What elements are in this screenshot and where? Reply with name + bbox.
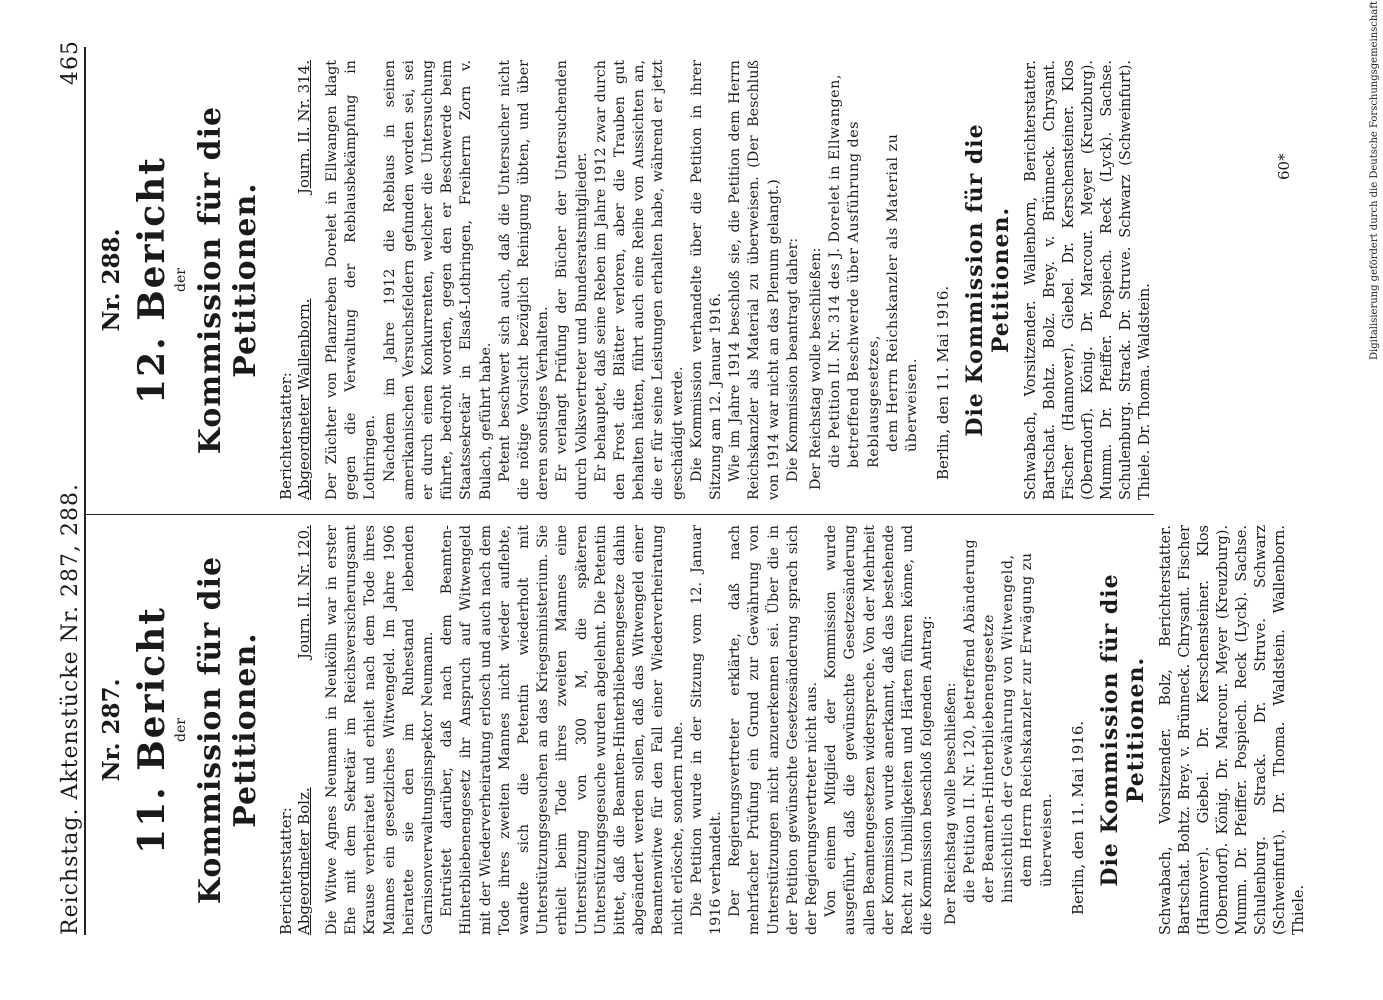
column-divider [84,514,1154,515]
body-paragraph: Die Kommission beantragt daher: [784,237,801,482]
signers-list: Schwabach, Vorsitzender. Bolz, Berichterstatter. Bartschat. Bohtz. Brey. v. Brünneck. Chrysant. Fischer (Hannover). Giebel. Dr. Kerschensteiner. Klos (Oberndorf). König. Dr. Marcour. Meyer (Kreuzburg). Mumm. Dr. Pfeiffer. Pospiech. Reck (Lyck). Sachse. Schulenburg. Strack. Dr. Struve. Schwarz (Schweinfurt). Dr. Thoma. Waldstein. Wallenborn. Thiele. [1157,525,1307,935]
page-number: 465 [58,40,83,85]
report-number: Nr. 288. [98,228,125,332]
body-paragraph: Petent beschwert sich auch, daß die Untersucher nicht die nötige Vorsicht bezüglich Reinigung übten, und über deren sonstiges Verhalten. [496,60,552,500]
body-paragraph: Nachdem im Jahre 1912 die Reblaus in seinen amerikanischen Versuchsfeldern gefunden worden sei, sei er durch einen Konkurrenten, welcher die Untersuchung führte, bedroht worden, gegen den er Beschwerde beim Staatssekretär in Elsaß-Lothringen, Freiherrn Zorn v. Bulach, geführt habe. [381,60,494,500]
reporter-row [277,60,313,500]
sheet-mark: 60* [1275,153,1293,180]
body-paragraph: Von einem Mitglied der Kommission wurde ausgeführt, daß die gewünschte Gesetzesänderung allen Beamtengesetzen widerspreche. Von der Mehrheit der Kommission wurde anerkannt, daß das bestehende Recht zu Unbilligkeiten und Härten führen könne, und die Kommission beschloß folgenden Antrag: [823,525,936,935]
signature-committee: Die Kommission für die Petitionen. [962,123,1015,437]
report-title: 12. Bericht [131,156,173,404]
journal-ref: Journ. II. Nr. 120. [295,525,313,660]
report-body [323,525,938,935]
body-paragraph: Er behauptet, daß seine Reben im Jahre 1912 zwar durch den Frost die Blätter verloren, aber die Trauben gut behalten hätten, führt auch eine Reihe von Aussichten an, die er für seine Leistungen erhalten habe, während er jetzt geschädigt werde. [592,60,686,500]
report-committee: Kommission für die Petitionen. [193,105,263,455]
reporter-name: Abgeordneter Bolz. [295,787,313,935]
body-paragraph: Die Kommission verhandelte über die Petition in ihrer Sitzung am 12. Januar 1916. [688,60,725,500]
journal-ref: Journ. II. Nr. 314. [295,60,313,195]
body-paragraph: Die Petition wurde in der Sitzung vom 12. Januar 1916 verhandelt. [688,525,725,935]
motion-text: die Petition II. Nr. 314 des J. Dorelet in Ellwangen, betreffend Beschwerde über Ausführung des Reblausgesetzes, [827,74,882,468]
report-der: der [173,268,189,292]
motion-intro: Der Reichstag wolle beschließen: [942,682,959,925]
motion-text: die Petition II. Nr. 120, betreffend Abänderung der Beamten-Hinterbliebenengesetze hinsichtlich der Gewährung von Witwengeld, [961,538,1017,903]
digitization-note: Digitalisierung gefördert durch die Deutsche Forschungsgemeinschaft [1368,1,1380,360]
report-date: Berlin, den 11. Mai 1916. [1068,720,1087,915]
reporter-label: Berichterstatter: [277,372,295,500]
motion-text-2: dem Herrn Reichskanzler als Material zu überweisen. [884,133,921,452]
signature-committee: Die Kommission für die Petitionen. [1096,573,1149,887]
body-paragraph: Er verlangt Prüfung der Bücher der Untersuchenden durch Volksvertreter und Bundesratsmitglieder. [554,60,590,500]
body-paragraph: Der Züchter von Pflanzreben Dorelet in Ellwangen klagt gegen die Verwaltung der Reblausbekämpfung in Lothringen. [324,60,379,500]
report-287 [98,525,1309,935]
digitization-footer [1368,0,1380,360]
body-paragraph: Entrüstet darüber, daß nach dem Beamten-Hinterbliebenengesetz ihr Anspruch auf Witwengeld mit der Wiederverheiratung erlosch und auch nach dem Tode ihres zweiten Mannes nicht wieder auflebte, wandte sich die Petentin wiederholt mit Unterstützungsgesuchen an das Kriegsministerium. Sie erhielt beim Tode ihres zweiten Mannes eine Unterstützung von 300 M, die späteren Unterstützungsgesuche wurden abgelehnt. Die Petentin bittet, daß die Beamten-Hinterbliebenengesetze dahin abgeändert werden sollen, daß das Witwengeld einer Beamtenwitwe für den Fall einer Wiederverheiratung nicht erlösche, sondern ruhe. [439,525,686,935]
report-number: Nr. 287. [98,678,125,782]
signers-list: Schwabach, Vorsitzender. Wallenborn, Berichterstatter. Bartschat. Bohtz. Bolz. Brey. v. Brünneck. Chrysant. Fischer (Hannover). Giebel. Dr. Kerschensteiner. Klos (Oberndorf). König. Dr. Marcour. Meyer (Kreuzburg). Mumm. Dr. Pfeiffer. Pospiech. Reck (Lyck). Sachse. Schulenburg. Strack. Dr. Struve. Schwarz (Schweinfurt). Thiele. Dr. Thoma. Waldstein. [1023,60,1154,500]
report-body [323,60,803,500]
motion-intro: Der Reichstag wolle beschließen: [808,247,825,490]
motion-text-2: dem Herrn Reichskanzler zur Erwägung zu überweisen. [1019,552,1055,887]
reporter-name: Abgeordneter Wallenborn. [295,298,313,500]
report-committee: Kommission für die Petitionen. [193,555,263,905]
report-title: 11. Bericht [131,606,173,854]
reporter-row [277,525,313,935]
page-header-title: Reichstag. Aktenstücke Nr. 287, 288. [58,483,83,935]
report-der: der [173,718,189,742]
header-rule [84,47,86,935]
reporter-label: Berichterstatter: [277,807,295,935]
body-paragraph: Wie im Jahre 1914 beschloß sie, die Petition dem Herrn Reichskanzler als Material zu überweisen. (Der Beschluß von 1914 war nicht an das Plenum gelangt.) [727,60,782,500]
body-paragraph: Die Witwe Agnes Neumann in Neukölln war in erster Ehe mit dem Sekretär im Reichsversicherungsamt Krause verheiratet und erhielt nach dem Tode ihres Mannes ein gesetzliches Witwengeld. Im Jahre 1906 heiratete sie den im Ruhestand lebenden Garnisonverwaltungsinspektor Neumann. [324,525,437,935]
report-date: Berlin, den 11. Mai 1916. [934,285,953,480]
report-288 [98,60,1155,500]
body-paragraph: Der Regierungsvertreter erklärte, daß nach mehrfacher Prüfung ein Grund zur Gewährung von Unterstützungen nicht anzuerkennen sei. Über die in der Petition gewünschte Gesetzesänderung sprach sich der Regierungsvertreter nicht aus. [727,525,821,935]
